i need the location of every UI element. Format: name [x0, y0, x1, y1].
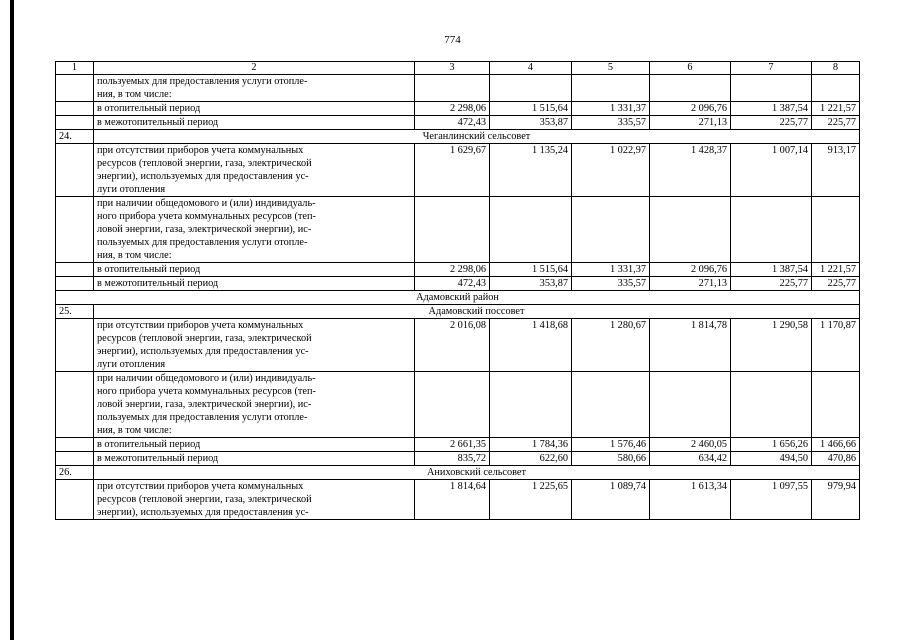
- value-cell: 225,77: [812, 277, 860, 291]
- value-cell: 2 096,76: [650, 102, 731, 116]
- value-cell: [572, 197, 650, 263]
- value-cell: 1 466,66: [812, 438, 860, 452]
- table-row: [56, 452, 860, 466]
- column-number-row: [56, 62, 860, 75]
- row-number: [56, 263, 94, 277]
- value-cell: 1 135,24: [490, 144, 572, 197]
- row-description: при наличии общедомового и (или) индивидуаль- ного прибора учета коммунальных ресурсов (теп- ловой энергии, газа, электрической энергии), ис- пользуемых для предоставления услуги отопле- ния, в том числе:: [94, 372, 415, 438]
- value-cell: 271,13: [650, 116, 731, 130]
- value-cell: 913,17: [812, 144, 860, 197]
- column-number: 6: [650, 62, 731, 75]
- column-number: 3: [415, 62, 490, 75]
- value-cell: 2 460,05: [650, 438, 731, 452]
- row-number: [56, 197, 94, 263]
- value-cell: [731, 372, 812, 438]
- value-cell: 1 814,78: [650, 319, 731, 372]
- table-body: [56, 62, 860, 520]
- table-row: [56, 144, 860, 197]
- table-row: [56, 319, 860, 372]
- tariff-table: [55, 61, 860, 520]
- table-row: [56, 372, 860, 438]
- row-description: в межотопительный период: [94, 116, 415, 130]
- value-cell: 472,43: [415, 277, 490, 291]
- section-title: Чеганлинский сельсовет: [94, 130, 860, 144]
- district-row: [56, 291, 860, 305]
- value-cell: 353,87: [490, 277, 572, 291]
- value-cell: 622,60: [490, 452, 572, 466]
- value-cell: [731, 197, 812, 263]
- column-number: 5: [572, 62, 650, 75]
- value-cell: 1 387,54: [731, 263, 812, 277]
- table-row: [56, 116, 860, 130]
- column-number: 7: [731, 62, 812, 75]
- value-cell: 1 814,64: [415, 480, 490, 520]
- value-cell: [415, 372, 490, 438]
- value-cell: [572, 372, 650, 438]
- row-number: [56, 75, 94, 102]
- value-cell: [415, 197, 490, 263]
- value-cell: [415, 75, 490, 102]
- table-row: [56, 277, 860, 291]
- value-cell: 1 656,26: [731, 438, 812, 452]
- row-description: при отсутствии приборов учета коммунальных ресурсов (тепловой энергии, газа, электрической энергии), используемых для предоставления ус- луги отопления: [94, 319, 415, 372]
- row-number: [56, 116, 94, 130]
- section-title: Адамовский поссовет: [94, 305, 860, 319]
- value-cell: 1 629,67: [415, 144, 490, 197]
- row-description: в отопительный период: [94, 263, 415, 277]
- table-row: [56, 75, 860, 102]
- column-number: 8: [812, 62, 860, 75]
- value-cell: 472,43: [415, 116, 490, 130]
- value-cell: 1 613,34: [650, 480, 731, 520]
- row-number: [56, 480, 94, 520]
- row-description: в межотопительный период: [94, 277, 415, 291]
- value-cell: 1 784,36: [490, 438, 572, 452]
- value-cell: [650, 197, 731, 263]
- table-row: [56, 438, 860, 452]
- row-number: 26.: [56, 466, 94, 480]
- value-cell: 494,50: [731, 452, 812, 466]
- row-number: 25.: [56, 305, 94, 319]
- value-cell: [490, 372, 572, 438]
- page-binding-line: [10, 0, 14, 640]
- value-cell: 580,66: [572, 452, 650, 466]
- row-number: [56, 372, 94, 438]
- row-description: при наличии общедомового и (или) индивидуаль- ного прибора учета коммунальных ресурсов (теп- ловой энергии, газа, электрической энергии), ис- пользуемых для предоставления услуги отопле- ния, в том числе:: [94, 197, 415, 263]
- value-cell: 2 298,06: [415, 102, 490, 116]
- column-number: 4: [490, 62, 572, 75]
- value-cell: 335,57: [572, 116, 650, 130]
- value-cell: 225,77: [731, 116, 812, 130]
- value-cell: [650, 75, 731, 102]
- value-cell: [812, 372, 860, 438]
- row-description: в отопительный период: [94, 102, 415, 116]
- value-cell: 1 089,74: [572, 480, 650, 520]
- row-description: в отопительный период: [94, 438, 415, 452]
- value-cell: 1 576,46: [572, 438, 650, 452]
- row-number: [56, 277, 94, 291]
- value-cell: 2 661,35: [415, 438, 490, 452]
- row-description: в межотопительный период: [94, 452, 415, 466]
- value-cell: 1 007,14: [731, 144, 812, 197]
- value-cell: 335,57: [572, 277, 650, 291]
- table-row: [56, 197, 860, 263]
- value-cell: 1 418,68: [490, 319, 572, 372]
- value-cell: 835,72: [415, 452, 490, 466]
- value-cell: 1 515,64: [490, 102, 572, 116]
- value-cell: 2 016,08: [415, 319, 490, 372]
- section-row: [56, 466, 860, 480]
- column-number: 1: [56, 62, 94, 75]
- row-description: пользуемых для предоставления услуги отопле- ния, в том числе:: [94, 75, 415, 102]
- value-cell: 1 221,57: [812, 263, 860, 277]
- value-cell: 225,77: [731, 277, 812, 291]
- table-row: [56, 263, 860, 277]
- section-row: [56, 305, 860, 319]
- value-cell: 1 022,97: [572, 144, 650, 197]
- value-cell: [812, 197, 860, 263]
- row-number: [56, 319, 94, 372]
- value-cell: [812, 75, 860, 102]
- value-cell: 1 331,37: [572, 263, 650, 277]
- value-cell: 1 170,87: [812, 319, 860, 372]
- value-cell: 1 225,65: [490, 480, 572, 520]
- row-number: [56, 102, 94, 116]
- value-cell: [731, 75, 812, 102]
- value-cell: 470,86: [812, 452, 860, 466]
- value-cell: [490, 197, 572, 263]
- value-cell: 1 428,37: [650, 144, 731, 197]
- value-cell: 353,87: [490, 116, 572, 130]
- value-cell: 2 096,76: [650, 263, 731, 277]
- district-title: Адамовский район: [56, 291, 860, 305]
- value-cell: 271,13: [650, 277, 731, 291]
- row-number: [56, 144, 94, 197]
- value-cell: 1 515,64: [490, 263, 572, 277]
- value-cell: 1 280,67: [572, 319, 650, 372]
- row-number: [56, 452, 94, 466]
- row-number: 24.: [56, 130, 94, 144]
- column-number: 2: [94, 62, 415, 75]
- row-description: при отсутствии приборов учета коммунальных ресурсов (тепловой энергии, газа, электрической энергии), используемых для предоставления ус-: [94, 480, 415, 520]
- value-cell: 1 221,57: [812, 102, 860, 116]
- page-number: 774: [444, 34, 461, 46]
- table-row: [56, 480, 860, 520]
- value-cell: 634,42: [650, 452, 731, 466]
- value-cell: [650, 372, 731, 438]
- value-cell: [572, 75, 650, 102]
- value-cell: 1 290,58: [731, 319, 812, 372]
- value-cell: 1 387,54: [731, 102, 812, 116]
- row-description: при отсутствии приборов учета коммунальных ресурсов (тепловой энергии, газа, электрической энергии), используемых для предоставления ус- луги отопления: [94, 144, 415, 197]
- value-cell: 2 298,06: [415, 263, 490, 277]
- row-number: [56, 438, 94, 452]
- value-cell: [490, 75, 572, 102]
- value-cell: 979,94: [812, 480, 860, 520]
- value-cell: 1 097,55: [731, 480, 812, 520]
- value-cell: 1 331,37: [572, 102, 650, 116]
- table-row: [56, 102, 860, 116]
- value-cell: 225,77: [812, 116, 860, 130]
- section-title: Аниховский сельсовет: [94, 466, 860, 480]
- section-row: [56, 130, 860, 144]
